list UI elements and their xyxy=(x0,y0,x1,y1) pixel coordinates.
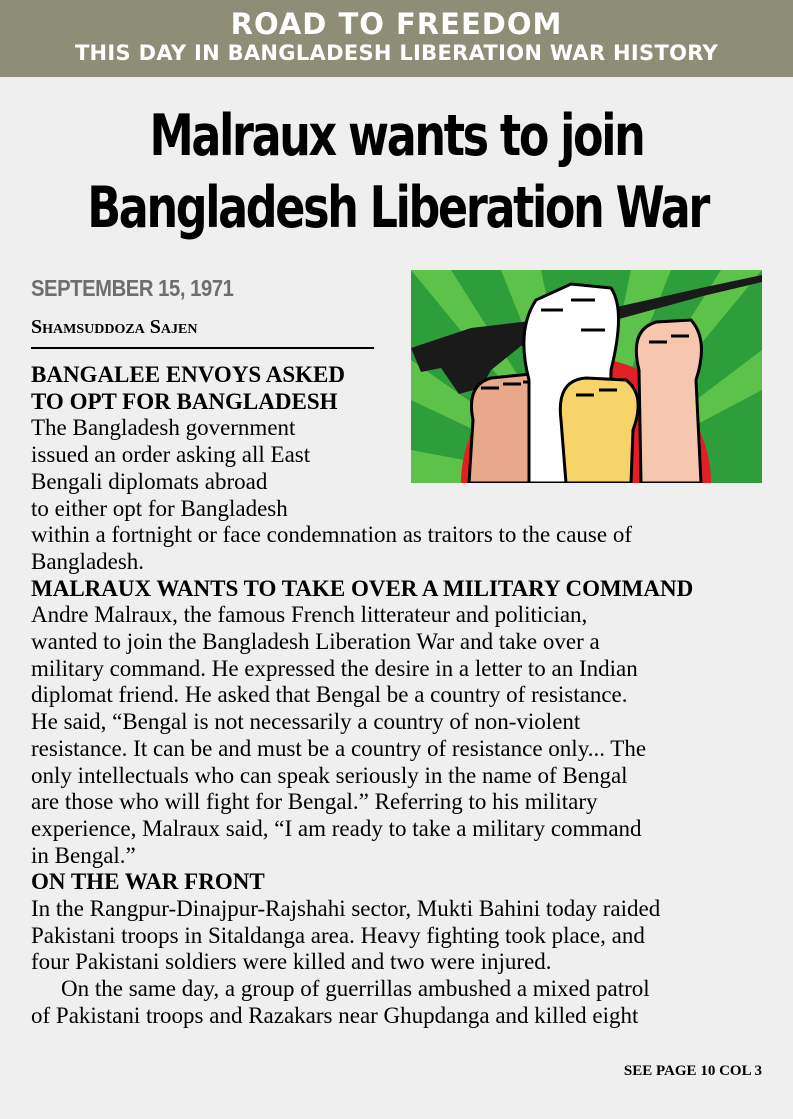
body-line: of Pakistani troops and Razakars near Ghupdanga and killed eight xyxy=(31,1002,639,1028)
headline-line-1: Malraux wants to join xyxy=(149,103,644,169)
banner-title: ROAD TO FREEDOM xyxy=(230,7,563,41)
body-line: experience, Malraux said, “I am ready to take a military command xyxy=(31,815,642,841)
body-line: On the same day, a group of guerrillas ambushed a mixed patrol xyxy=(61,976,650,1002)
body-line: wanted to join the Bangladesh Liberation War and take over a xyxy=(31,629,600,655)
body-line: In the Rangpur-Dinajpur-Rajshahi sector, Mukti Bahini today raided xyxy=(31,896,661,922)
section-heading-line: TO OPT FOR BANGLADESH xyxy=(31,388,338,414)
body-line: in Bengal.” xyxy=(31,842,136,868)
body-line: to either opt for Bangladesh xyxy=(31,495,288,521)
body-line: military command. He expressed the desire in a letter to an Indian xyxy=(31,655,638,681)
dateline: SEPTEMBER 15, 1971 xyxy=(31,275,234,301)
body-line: are those who will fight for Bengal.” Referring to his military xyxy=(31,789,598,815)
body-line: four Pakistani soldiers were killed and two were injured. xyxy=(31,949,552,975)
body-line: resistance. It can be and must be a country of resistance only... The xyxy=(31,735,647,761)
continuation-note: SEE PAGE 10 COL 3 xyxy=(623,1063,762,1079)
body-line: Bangladesh. xyxy=(31,548,145,574)
body-line: He said, “Bengal is not necessarily a country of non-violent xyxy=(31,709,581,735)
section-heading-line: BANGALEE ENVOYS ASKED xyxy=(31,362,345,387)
article-headline xyxy=(0,100,793,244)
byline-divider xyxy=(31,347,374,349)
byline: Shamsuddoza Sajen xyxy=(31,316,198,338)
article-body xyxy=(31,362,776,1030)
body-line: issued an order asking all East xyxy=(31,442,311,468)
banner-subtitle: THIS DAY IN BANGLADESH LIBERATION WAR HISTORY xyxy=(74,41,719,65)
body-line: Pakistani troops in Sitaldanga area. Heavy fighting took place, and xyxy=(31,922,645,948)
body-line: Bengali diplomats abroad xyxy=(31,468,268,494)
body-line: diplomat friend. He asked that Bengal be a country of resistance. xyxy=(31,682,628,708)
section-heading-line: MALRAUX WANTS TO TAKE OVER A MILITARY COMMAND xyxy=(31,575,694,601)
body-line: only intellectuals who can speak seriously in the name of Bengal xyxy=(31,762,628,788)
body-line: within a fortnight or face condemnation as traitors to the cause of xyxy=(31,522,632,548)
headline-line-2: Bangladesh Liberation War xyxy=(87,175,708,241)
body-line: The Bangladesh government xyxy=(31,415,296,441)
section-banner xyxy=(0,0,793,77)
body-line: Andre Malraux, the famous French litterateur and politician, xyxy=(31,602,588,628)
section-heading-line: ON THE WAR FRONT xyxy=(31,869,265,895)
